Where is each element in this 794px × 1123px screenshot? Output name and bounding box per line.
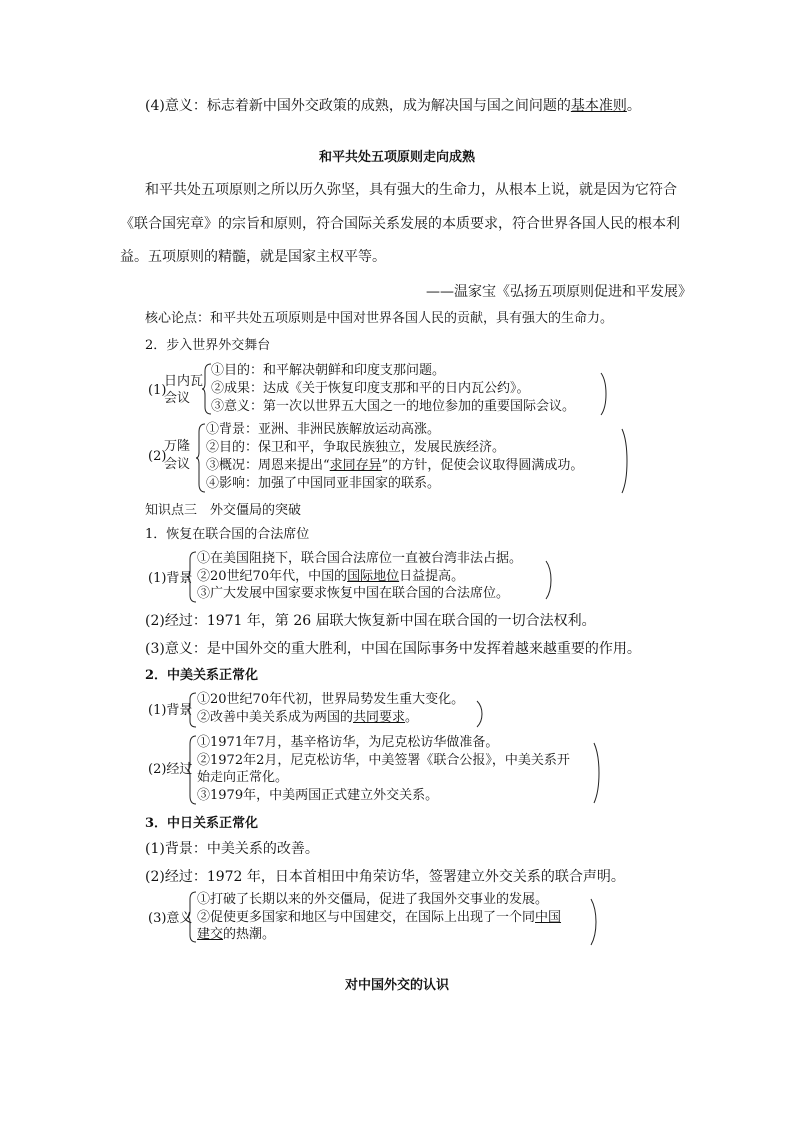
bandung-brace <box>196 423 206 493</box>
geneva-item-2: ②成果：达成《关于恢复印度支那和平的日内瓦公约》。 <box>211 381 530 396</box>
us-bg-brace <box>187 692 197 728</box>
bandung-label-1: 万隆 <box>164 439 191 454</box>
us-bg-item-2-post: 。 <box>405 710 419 725</box>
un-bg-item-3: ③广大发展中国家要求恢复中国在联合国的合法席位。 <box>197 586 510 601</box>
un-bg-item-2 <box>197 568 464 585</box>
us-proc-close-brace <box>593 742 601 804</box>
bandung-item-3-underlined: 求同存异 <box>329 458 382 473</box>
geneva-item-1: ①目的：和平解决朝鲜和印度支那问题。 <box>211 363 446 378</box>
jp-mean-item-2-underlined: 中国 <box>535 910 562 925</box>
jp-mean-item-2-pre: ②促使更多国家和地区与中国建交，在国际上出现了一个同 <box>197 910 536 925</box>
us-bg-item-2 <box>197 709 418 726</box>
knowledge-point-3-heading: 知识点三 外交僵局的突破 <box>145 503 302 518</box>
jp-heading: 3．中日关系正常化 <box>145 816 259 831</box>
jp-mean-close-brace <box>590 898 598 946</box>
us-proc-item-2-cont: 始走向正常化。 <box>197 770 289 785</box>
un-bg-brace <box>187 551 197 603</box>
bandung-item-3-pre: ③概况：周恩来提出“ <box>206 458 330 473</box>
meaning-text: (4)意义：标志着新中国外交政策的成熟，成为解决国与国之间问题的 <box>145 98 571 114</box>
reading-title: 和平共处五项原则走向成熟 <box>318 150 475 165</box>
us-proc-item-3: ③1979年，中美两国正式建立外交关系。 <box>197 788 439 803</box>
geneva-num: (1) <box>148 383 167 398</box>
bandung-item-3-post: ”的方针，促使会议取得圆满成功。 <box>381 458 584 473</box>
us-proc-label: (2)经过 <box>148 762 193 777</box>
jp-bg: (1)背景：中美关系的改善。 <box>145 841 319 857</box>
jp-mean-item-2-cont-post: 的热潮。 <box>223 927 276 942</box>
un-heading: 1．恢复在联合国的合法席位 <box>145 527 310 542</box>
us-proc-item-1: ①1971年7月，基辛格访华，为尼克松访华做准备。 <box>197 735 499 750</box>
reading-line-2: 《联合国宪章》的宗旨和原则，符合国际关系发展的本质要求，符合世界各国人民的根本利 <box>120 216 680 232</box>
bandung-item-2: ②目的：保卫和平，争取民族独立，发展民族经济。 <box>206 440 506 455</box>
jp-mean-item-1: ①打破了长期以来的外交僵局，促进了我国外交事业的发展。 <box>197 892 549 907</box>
un-bg-item-2-post: 日益提高。 <box>399 569 465 584</box>
us-proc-brace <box>187 735 197 805</box>
jp-mean-item-2-cont-underlined: 建交 <box>197 927 224 942</box>
bandung-item-1: ①背景：亚洲、非洲民族解放运动高涨。 <box>206 422 441 437</box>
meaning-suffix: 。 <box>626 98 641 114</box>
geneva-close-brace <box>600 372 608 416</box>
us-heading: 2．中美关系正常化 <box>145 668 259 683</box>
un-process: (2)经过：1971 年，第 26 届联大恢复新中国在联合国的一切合法权利。 <box>145 613 596 629</box>
bandung-label-2: 会议 <box>164 457 191 472</box>
jp-process: (2)经过：1972 年，日本首相田中角荣访华，签署建立外交关系的联合声明。 <box>145 869 625 885</box>
jp-mean-brace <box>187 891 197 943</box>
geneva-label-2: 会议 <box>164 391 191 406</box>
bandung-item-3 <box>206 457 583 474</box>
us-bg-item-1: ①20世纪70年代初，世界局势发生重大变化。 <box>197 692 465 707</box>
us-bg-label: (1)背景 <box>148 703 193 718</box>
core-argument: 核心论点：和平共处五项原则是中国对世界各国人民的贡献，具有强大的生命力。 <box>145 311 614 326</box>
geneva-label-1: 日内瓦 <box>164 374 204 389</box>
un-bg-item-2-underlined: 国际地位 <box>347 569 400 584</box>
us-proc-item-2: ②1972年2月，尼克松访华，中美签署《联合公报》，中美关系开 <box>197 753 570 768</box>
meaning-underlined: 基本准则 <box>570 98 627 114</box>
un-bg-item-1: ①在美国阻挠下，联合国合法席位一直被台湾非法占据。 <box>197 551 523 566</box>
us-bg-item-2-underlined: 共同要求 <box>353 710 406 725</box>
jp-mean-item-2-cont <box>197 926 275 943</box>
un-meaning: (3)意义：是中国外交的重大胜利，中国在国际事务中发挥着越来越重要的作用。 <box>145 641 641 657</box>
us-bg-item-2-pre: ②改善中美关系成为两国的 <box>197 710 354 725</box>
jp-mean-label: (3)意义 <box>148 911 193 926</box>
un-bg-close-brace <box>545 560 553 600</box>
bandung-num: (2) <box>148 449 167 464</box>
bandung-item-4: ④影响：加强了中国同亚非国家的联系。 <box>206 476 441 491</box>
reading-source: ——温家宝《弘扬五项原则促进和平发展》 <box>426 284 692 300</box>
un-bg-item-2-pre: ②20世纪70年代，中国的 <box>197 569 348 584</box>
meaning-line <box>145 97 641 115</box>
section-heading-stage: 2．步入世界外交舞台 <box>145 338 271 353</box>
un-bg-label: (1)背景 <box>148 571 193 586</box>
footer-section-title: 对中国外交的认识 <box>344 978 449 993</box>
geneva-item-3: ③意义：第一次以世界五大国之一的地位参加的重要国际会议。 <box>211 399 576 414</box>
bandung-close-brace <box>621 428 629 494</box>
reading-line-3: 益。五项原则的精髓，就是国家主权平等。 <box>120 249 386 265</box>
us-bg-close-brace <box>476 700 484 728</box>
reading-line-1: 和平共处五项原则之所以历久弥坚，具有强大的生命力，从根本上说，就是因为它符合 <box>145 182 677 198</box>
jp-mean-item-2 <box>197 909 561 926</box>
